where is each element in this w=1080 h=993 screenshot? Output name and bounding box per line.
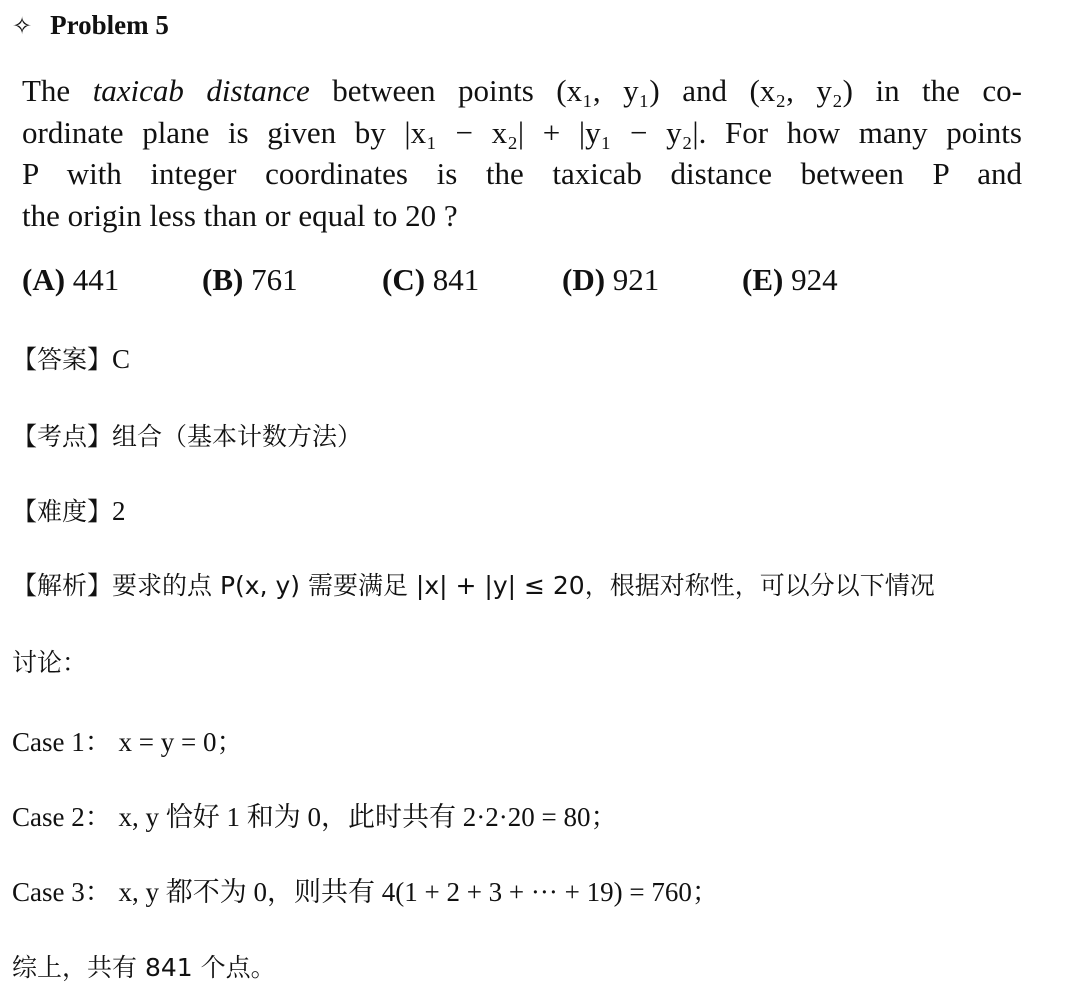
difficulty-label: 【难度】: [12, 497, 113, 526]
problem-line-1: The taxicab distance between points (x₁, y₁) and (x₂, y₂) in the co-: [22, 73, 1022, 108]
difficulty-row: [12, 492, 126, 528]
case-1: Case 1： x = y = 0；: [12, 727, 244, 757]
analysis-label: 【解析】: [12, 571, 113, 600]
problem-statement: [22, 70, 1022, 236]
difficulty-value: 2: [112, 496, 126, 526]
choice-c: (C) 841: [382, 262, 480, 297]
choice-b: (B) 761: [202, 262, 298, 297]
answer-value: C: [112, 344, 131, 374]
case-3: Case 3： x, y 都不为 0，则共有 4(1 + 2 + 3 + ··· + 19) = 760；: [12, 877, 719, 907]
problem-line-4: the origin less than or equal to 20 ?: [22, 197, 458, 233]
problem-line-3: P with integer coordinates is the taxicab distance between P and: [22, 156, 1022, 191]
choice-e: (E) 924: [742, 262, 838, 297]
analysis-continuation: 讨论：: [12, 648, 88, 677]
analysis-text: 要求的点 P(x, y) 需要满足 |x| + |y| ≤ 20，根据对称性，可以分以下情况: [112, 571, 935, 600]
taxicab-term: taxicab distance: [92, 73, 310, 108]
topic-row: [12, 417, 362, 453]
answer-choices: [22, 262, 922, 298]
answer-label: 【答案】: [12, 345, 113, 374]
problem-header: [12, 10, 169, 41]
problem-line-2: ordinate plane is given by |x₁ − x₂| + |y₁ − y₂|. For how many points: [22, 114, 1022, 150]
four-pointed-star-icon: ✧: [12, 14, 33, 40]
topic-label: 【考点】: [12, 422, 113, 451]
analysis-row: [12, 566, 935, 602]
conclusion: 综上，共有 841 个点。: [12, 953, 276, 982]
choice-a: (A) 441: [22, 262, 120, 297]
answer-row: [12, 340, 130, 376]
topic-value: 组合（基本计数方法）: [112, 422, 363, 451]
case-2: Case 2： x, y 恰好 1 和为 0，此时共有 2·2·20 = 80；: [12, 802, 618, 832]
choice-d: (D) 921: [562, 262, 660, 297]
problem-title: Problem 5: [50, 10, 169, 40]
